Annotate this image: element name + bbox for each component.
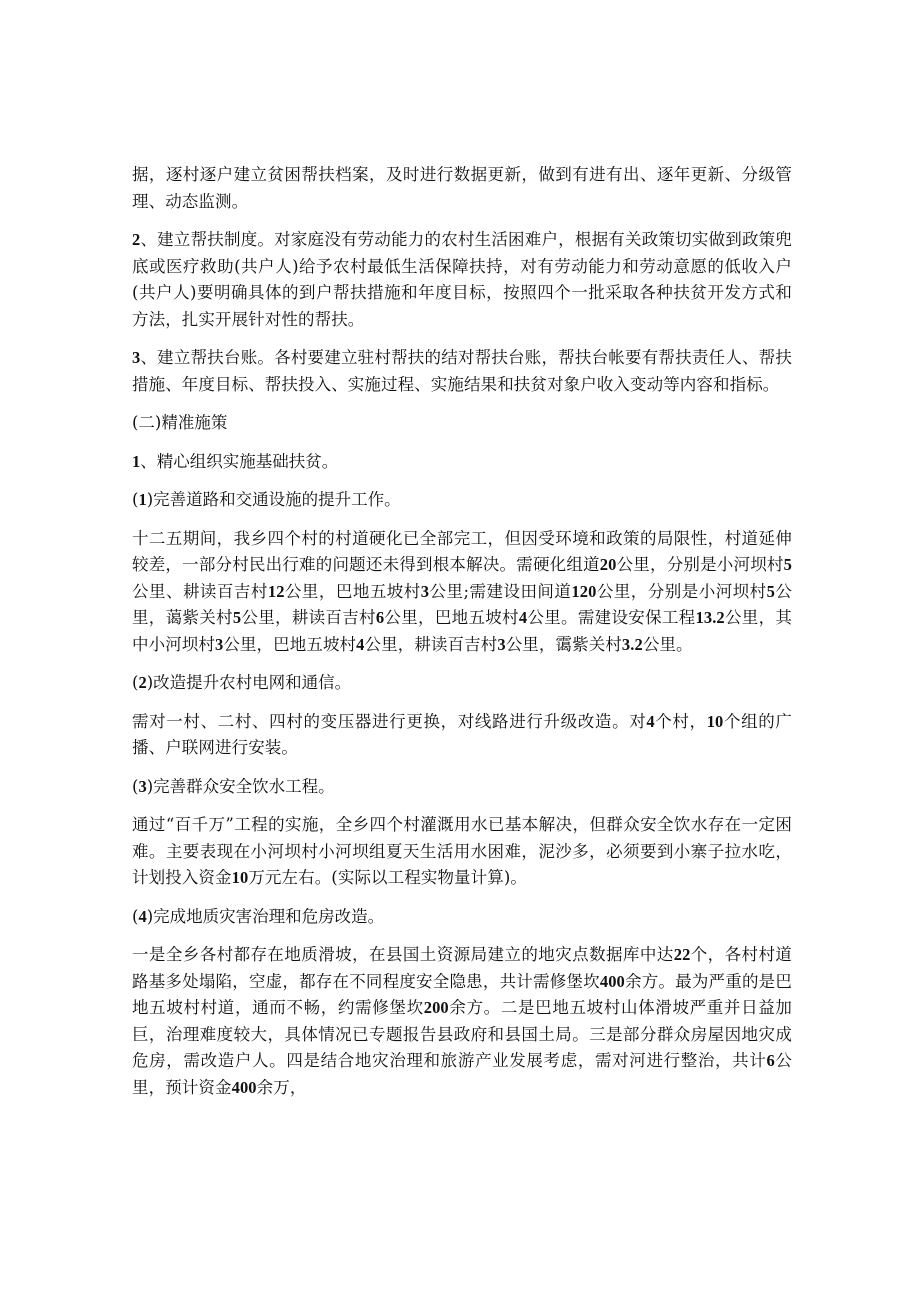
paragraph-assistance-system: 2、建立帮扶制度。对家庭没有劳动能力的农村生活困难户，根据有关政策切实做到政策兜底或医疗救助(共户人)给予农村最低生活保障扶持，对有劳动能力和劳动意愿的低收入户(共户人)要明确具体的到户帮扶措施和年度目标，按照四个一批采取各种扶贫开发方式和方法，扎实开展针对性的帮扶。 [132,230,792,329]
paragraph-assistance-ledger: 3、建立帮扶台账。各村要建立驻村帮扶的结对帮扶台账，帮扶台帐要有帮扶责任人、帮扶措施、年度目标、帮扶投入、实施过程、实施结果和扶贫对象户收入变动等内容和指标。 [132,348,792,394]
subheading-power-grid-telecom: (2)改造提升农村电网和通信。 [132,673,352,692]
paragraph-power-grid-details: 需对一村、二村、四村的变压器进行更换，对线路进行升级改造。对4个村，10个组的广播、户联网进行安装。 [132,711,792,757]
subheading-roads-transport: (1)完善道路和交通设施的提升工作。 [132,490,401,509]
subheading-basic-poverty-relief: 1、精心组织实施基础扶贫。 [132,451,339,471]
paragraph-geohazard-details: 一是全乡各村都存在地质滑坡，在县国土资源局建立的地灾点数据库中达22个，各村村道路基多处塌陷，空虚，都存在不同程度安全隐患，共计需修堡坎400余方。最为严重的是巴地五坡村村道，通而不畅，约需修堡坎200余方。二是巴地五坡村山体滑坡严重并日益加巨，治理难度较大，具体情况已专题报告县政府和县国土局。三是部分群众房屋因地灾成危房，需改造户人。四是结合地灾治理和旅游产业发展考虑，需对河进行整治，共计6公里，预计资金400余万， [132,945,793,1097]
document-body [132,162,792,1113]
paragraph-drinking-water-details: 通过“百千万”工程的实施，全乡四个村灌溉用水已基本解决，但群众安全饮水存在一定困难。主要表现在小河坝村小河坝组夏天生活用水困难，泥沙多，必须要到小寨子拉水吃，计划投入资金10万元左右。(实际以工程实物量计算)。 [132,815,792,887]
subheading-drinking-water: (3)完善群众安全饮水工程。 [132,776,335,796]
paragraph-roads-details: 十二五期间，我乡四个村的村道硬化已全部完工，但因受环境和政策的局限性，村道延伸较差，一部分村民出行难的问题还未得到根本解决。需硬化组道20公里，分别是小河坝村5公里、耕读百吉村12公里，巴地五坡村3公里;需建设田间道120公里，分别是小河坝村5公里，蔼紫关村5公里，耕读百吉村6公里，巴地五坡村4公里。需建设安保工程13.2公里，其中小河坝村3公里，巴地五坡村4公里，耕读百吉村3公里，霭紫关村3.2公里。 [132,528,793,654]
paragraph-archive-continuation: 据，逐村逐户建立贫困帮扶档案，及时进行数据更新，做到有进有出、逐年更新、分级管理、动态监测。 [132,165,792,211]
section-heading-precise-measures: (二)精准施策 [132,413,228,432]
subheading-geohazard-housing: (4)完成地质灾害治理和危房改造。 [132,906,385,926]
